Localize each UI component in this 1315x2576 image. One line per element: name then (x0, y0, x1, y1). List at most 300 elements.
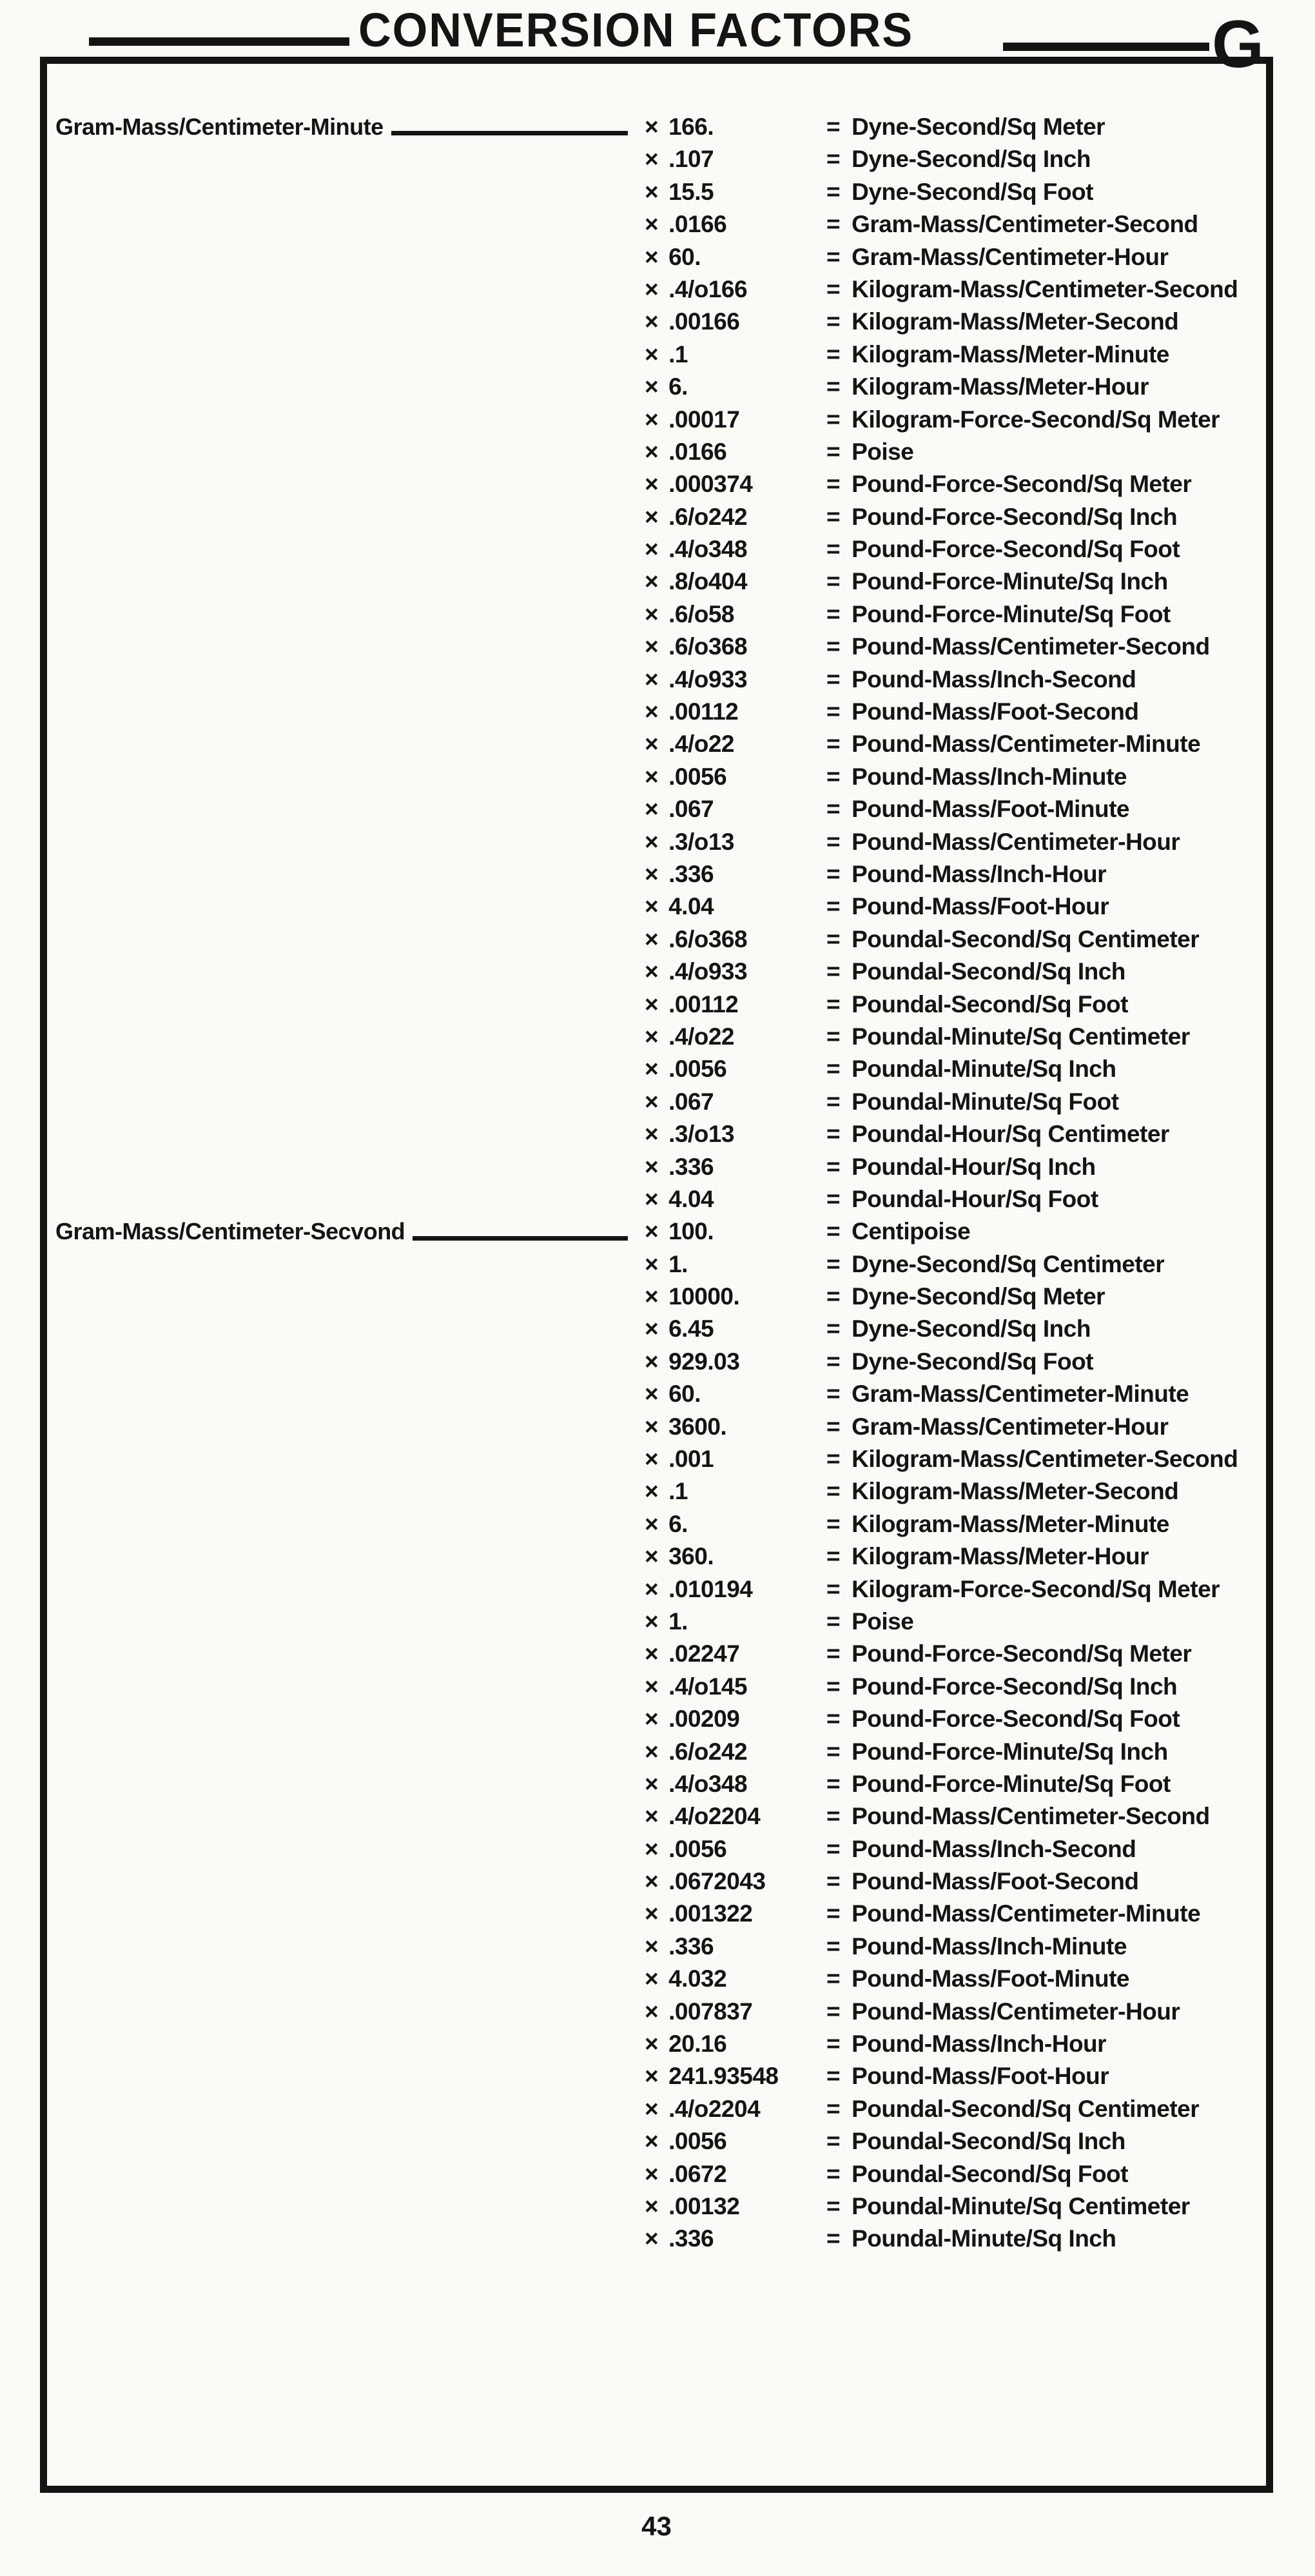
equals-sign: = (826, 2030, 841, 2058)
factor-value: .067 (668, 796, 714, 823)
equals-sign: = (826, 1446, 841, 1473)
result-cell (826, 956, 1125, 988)
multiply-sign: × (645, 860, 659, 887)
factor-value: 60. (668, 1381, 701, 1408)
equals-sign: = (826, 828, 841, 855)
multiply-sign: × (645, 1738, 659, 1765)
equals-sign: = (826, 1932, 841, 1960)
equals-sign: = (826, 2193, 841, 2219)
conversion-table (0, 111, 1315, 2256)
equals-sign: = (826, 1575, 841, 1602)
factor-value: .0056 (668, 1056, 727, 1083)
factor-cell (645, 306, 739, 338)
equals-sign: = (826, 1153, 841, 1180)
result-cell (826, 1281, 1105, 1313)
conversion-row (0, 793, 1315, 825)
factor-value: .6/o242 (668, 503, 748, 530)
result-unit: Poundal-Second/Sq Foot (852, 2160, 1128, 2187)
source-unit-label (55, 111, 628, 143)
factor-cell (645, 890, 714, 923)
equals-sign: = (826, 438, 841, 465)
result-unit: Poundal-Minute/Sq Inch (852, 1056, 1116, 1083)
factor-value: 4.04 (668, 1185, 714, 1212)
conversion-row (0, 371, 1315, 403)
conversion-row (0, 1118, 1315, 1150)
factor-cell (645, 1671, 747, 1703)
conversion-row (0, 1346, 1315, 1378)
factor-value: 360. (668, 1543, 714, 1570)
factor-value: .0056 (668, 1835, 727, 1862)
conversion-row (0, 1411, 1315, 1443)
result-unit: Dyne-Second/Sq Foot (852, 1348, 1094, 1375)
factor-value: .4/o2204 (668, 1803, 761, 1830)
factor-value: .00112 (668, 698, 739, 725)
result-unit: Pound-Mass/Inch-Minute (852, 1932, 1127, 1960)
conversion-row (0, 2158, 1315, 2190)
result-cell (826, 1540, 1149, 1573)
equals-sign: = (826, 568, 841, 595)
factor-cell (645, 533, 747, 565)
factor-cell (645, 1768, 747, 1800)
result-unit: Dyne-Second/Sq Inch (852, 1315, 1091, 1342)
result-cell (826, 1443, 1238, 1475)
result-unit: Pound-Force-Minute/Sq Inch (852, 568, 1168, 595)
conversion-row (0, 1248, 1315, 1281)
result-unit: Pound-Mass/Foot-Minute (852, 796, 1129, 823)
multiply-sign: × (645, 340, 659, 368)
multiply-sign: × (645, 2030, 659, 2058)
factor-cell (645, 468, 752, 500)
title-rule-right (1003, 43, 1209, 51)
result-unit: Kilogram-Mass/Meter-Hour (852, 373, 1149, 400)
multiply-sign: × (645, 1608, 659, 1635)
factor-value: .0056 (668, 763, 727, 790)
factor-value: 4.04 (668, 893, 714, 920)
result-unit: Poundal-Second/Sq Centimeter (852, 2095, 1200, 2122)
conversion-row (0, 728, 1315, 760)
conversion-row (0, 1540, 1315, 1573)
factor-cell (645, 1508, 688, 1540)
multiply-sign: × (645, 1803, 659, 1830)
multiply-sign: × (645, 1932, 659, 1960)
result-unit: Pound-Force-Second/Sq Meter (852, 471, 1192, 498)
multiply-sign: × (645, 2160, 659, 2187)
multiply-sign: × (645, 1283, 659, 1310)
equals-sign: = (826, 1478, 841, 1505)
result-unit: Poundal-Minute/Sq Foot (852, 1088, 1119, 1115)
conversion-row (0, 2125, 1315, 2158)
result-unit: Kilogram-Force-Second/Sq Meter (852, 406, 1220, 433)
factor-value: .067 (668, 1088, 714, 1115)
factor-cell (645, 1151, 714, 1183)
result-cell (826, 273, 1238, 306)
multiply-sign: × (645, 503, 659, 530)
multiply-sign: × (645, 2225, 659, 2252)
multiply-sign: × (645, 1835, 659, 1862)
factor-cell (645, 956, 747, 988)
result-cell (826, 1963, 1129, 1995)
factor-cell (645, 631, 747, 663)
equals-sign: = (826, 2063, 841, 2090)
equals-sign: = (826, 1640, 841, 1667)
conversion-row (0, 1215, 1315, 1248)
result-unit: Pound-Mass/Centimeter-Second (852, 633, 1210, 660)
equals-sign: = (826, 1608, 841, 1635)
result-unit: Pound-Force-Second/Sq Inch (852, 503, 1178, 530)
multiply-sign: × (645, 763, 659, 790)
factor-value: 100. (668, 1218, 714, 1245)
factor-value: 6.45 (668, 1315, 714, 1342)
result-unit: Kilogram-Mass/Meter-Minute (852, 1510, 1169, 1537)
equals-sign: = (826, 1803, 841, 1830)
factor-value: 60. (668, 243, 701, 270)
factor-value: .010194 (668, 1575, 753, 1602)
equals-sign: = (826, 698, 841, 725)
result-unit: Centipoise (852, 1218, 971, 1245)
multiply-sign: × (645, 990, 659, 1018)
equals-sign: = (826, 340, 841, 368)
result-unit: Pound-Mass/Foot-Minute (852, 1965, 1129, 1992)
result-unit: Pound-Mass/Centimeter-Second (852, 1803, 1210, 1830)
title-rule-left (89, 37, 349, 46)
equals-sign: = (826, 600, 841, 627)
factor-value: .00132 (668, 2193, 740, 2219)
factor-cell (645, 176, 714, 208)
factor-cell (645, 1411, 726, 1443)
conversion-row (0, 1703, 1315, 1735)
equals-sign: = (826, 893, 841, 920)
conversion-row (0, 1865, 1315, 1898)
equals-sign: = (826, 2128, 841, 2155)
multiply-sign: × (645, 958, 659, 985)
factor-cell (645, 1865, 765, 1898)
factor-value: .00209 (668, 1706, 740, 1733)
factor-value: .0056 (668, 2128, 727, 2155)
multiply-sign: × (645, 1543, 659, 1570)
equals-sign: = (826, 1510, 841, 1537)
multiply-sign: × (645, 1575, 659, 1602)
factor-cell (645, 1606, 688, 1638)
factor-cell (645, 1703, 739, 1735)
factor-value: .000374 (668, 471, 753, 498)
conversion-row (0, 1313, 1315, 1345)
multiply-sign: × (645, 1868, 659, 1895)
equals-sign: = (826, 275, 841, 302)
factor-cell (645, 1281, 739, 1313)
result-cell (826, 1703, 1180, 1735)
result-cell (826, 631, 1210, 663)
multiply-sign: × (645, 1640, 659, 1667)
factor-cell (645, 371, 688, 403)
conversion-row (0, 208, 1315, 241)
equals-sign: = (826, 2160, 841, 2187)
leader-rule (391, 131, 628, 135)
factor-cell (645, 501, 747, 533)
factor-value: 929.03 (668, 1348, 740, 1375)
factor-cell (645, 2190, 739, 2223)
equals-sign: = (826, 211, 841, 238)
result-unit: Kilogram-Mass/Meter-Second (852, 1478, 1179, 1505)
result-cell (826, 1638, 1191, 1670)
factor-value: .1 (668, 1478, 688, 1505)
factor-cell (645, 2125, 726, 2158)
result-unit: Gram-Mass/Centimeter-Minute (852, 1381, 1189, 1408)
equals-sign: = (826, 1185, 841, 1212)
factor-value: 20.16 (668, 2030, 727, 2058)
factor-value: .4/o348 (668, 1770, 748, 1797)
equals-sign: = (826, 1315, 841, 1342)
factor-cell (645, 1898, 752, 1930)
conversion-row (0, 1021, 1315, 1053)
page-number: 43 (641, 2511, 672, 2541)
equals-sign: = (826, 1023, 841, 1050)
multiply-sign: × (645, 1023, 659, 1050)
equals-sign: = (826, 860, 841, 887)
factor-value: .4/o348 (668, 536, 748, 563)
result-unit: Poundal-Minute/Sq Centimeter (852, 2193, 1190, 2219)
conversion-row (0, 533, 1315, 565)
factor-value: .4/o933 (668, 958, 748, 985)
factor-value: .00112 (668, 990, 739, 1018)
result-unit: Pound-Mass/Foot-Hour (852, 893, 1109, 920)
result-unit: Pound-Mass/Centimeter-Minute (852, 731, 1201, 758)
factor-cell (645, 565, 747, 598)
equals-sign: = (826, 1381, 841, 1408)
result-unit: Poundal-Second/Sq Inch (852, 2128, 1125, 2155)
result-cell (826, 1183, 1098, 1215)
result-cell (826, 2125, 1125, 2158)
factor-cell (645, 1931, 714, 1963)
factor-cell (645, 143, 714, 175)
result-cell (826, 241, 1168, 273)
result-cell (826, 1151, 1096, 1183)
conversion-row (0, 826, 1315, 858)
multiply-sign: × (645, 1381, 659, 1408)
equals-sign: = (826, 1348, 841, 1375)
result-cell (826, 2060, 1109, 2092)
conversion-row (0, 1800, 1315, 1833)
conversion-row (0, 1736, 1315, 1768)
result-cell (826, 501, 1177, 533)
factor-value: .3/o13 (668, 828, 735, 855)
conversion-row (0, 761, 1315, 793)
factor-value: 6. (668, 1510, 688, 1537)
factor-cell (645, 664, 747, 696)
result-cell (826, 176, 1093, 208)
equals-sign: = (826, 990, 841, 1018)
conversion-row (0, 1508, 1315, 1540)
equals-sign: = (826, 2225, 841, 2252)
result-cell (826, 1606, 913, 1638)
result-unit: Pound-Force-Second/Sq Inch (852, 1673, 1178, 1700)
conversion-row (0, 306, 1315, 338)
result-cell (826, 793, 1129, 825)
conversion-row (0, 1638, 1315, 1670)
result-unit: Kilogram-Mass/Meter-Minute (852, 340, 1169, 368)
equals-sign: = (826, 406, 841, 433)
conversion-row (0, 598, 1315, 631)
result-cell (826, 208, 1198, 241)
factor-cell (645, 1800, 760, 1833)
conversion-row (0, 1671, 1315, 1703)
equals-sign: = (826, 308, 841, 335)
factor-cell (645, 1053, 726, 1085)
factor-value: .336 (668, 1153, 714, 1180)
conversion-row (0, 1183, 1315, 1215)
conversion-row (0, 143, 1315, 175)
conversion-row (0, 1573, 1315, 1606)
multiply-sign: × (645, 243, 659, 270)
equals-sign: = (826, 763, 841, 790)
multiply-sign: × (645, 2095, 659, 2122)
conversion-row (0, 565, 1315, 598)
factor-cell (645, 208, 726, 241)
result-cell (826, 306, 1178, 338)
result-unit: Poise (852, 438, 914, 465)
multiply-sign: × (645, 925, 659, 952)
result-unit: Pound-Force-Minute/Sq Foot (852, 600, 1171, 627)
result-unit: Pound-Mass/Centimeter-Minute (852, 1900, 1201, 1927)
conversion-row (0, 923, 1315, 956)
conversion-row (0, 696, 1315, 728)
result-cell (826, 1671, 1177, 1703)
factor-value: .6/o242 (668, 1738, 748, 1765)
conversion-row (0, 1151, 1315, 1183)
result-unit: Poundal-Hour/Sq Inch (852, 1153, 1096, 1180)
factor-value: .0672 (668, 2160, 727, 2187)
equals-sign: = (826, 1056, 841, 1083)
factor-value: 3600. (668, 1413, 727, 1440)
conversion-row (0, 1443, 1315, 1475)
factor-value: .107 (668, 146, 714, 173)
factor-cell (645, 273, 747, 306)
multiply-sign: × (645, 1121, 659, 1148)
multiply-sign: × (645, 665, 659, 693)
result-cell (826, 1800, 1210, 1833)
factor-cell (645, 988, 738, 1021)
result-cell (826, 1021, 1190, 1053)
conversion-row (0, 1768, 1315, 1800)
leader-rule (413, 1236, 628, 1241)
factor-cell (645, 1833, 726, 1865)
factor-value: .4/o22 (668, 1023, 735, 1050)
multiply-sign: × (645, 731, 659, 758)
factor-cell (645, 598, 734, 631)
conversion-row (0, 631, 1315, 663)
factor-cell (645, 728, 734, 760)
result-unit: Pound-Mass/Inch-Hour (852, 2030, 1107, 2058)
result-unit: Kilogram-Mass/Centimeter-Second (852, 275, 1238, 302)
factor-cell (645, 1021, 734, 1053)
result-cell (826, 371, 1149, 403)
factor-cell (645, 1573, 752, 1606)
factor-cell (645, 826, 734, 858)
conversion-row (0, 2093, 1315, 2125)
multiply-sign: × (645, 1510, 659, 1537)
result-cell (826, 339, 1169, 371)
factor-value: .4/o22 (668, 731, 735, 758)
factor-value: 15.5 (668, 178, 714, 205)
factor-value: .336 (668, 2225, 714, 2252)
multiply-sign: × (645, 1218, 659, 1245)
factor-value: .6/o368 (668, 925, 748, 952)
multiply-sign: × (645, 1348, 659, 1375)
factor-cell (645, 793, 714, 825)
factor-cell (645, 761, 726, 793)
equals-sign: = (826, 796, 841, 823)
factor-cell (645, 1215, 714, 1248)
equals-sign: = (826, 1770, 841, 1797)
factor-value: .4/o166 (668, 275, 748, 302)
result-cell (826, 858, 1106, 890)
section-letter: G (1212, 7, 1264, 82)
result-cell (826, 826, 1180, 858)
result-unit: Poise (852, 1608, 914, 1635)
result-cell (826, 1475, 1178, 1508)
multiply-sign: × (645, 275, 659, 302)
result-unit: Kilogram-Mass/Meter-Second (852, 308, 1179, 335)
result-unit: Poundal-Hour/Sq Foot (852, 1185, 1098, 1212)
multiply-sign: × (645, 1478, 659, 1505)
factor-cell (645, 1443, 714, 1475)
conversion-row (0, 1378, 1315, 1410)
result-cell (826, 1118, 1169, 1150)
factor-value: .6/o368 (668, 633, 748, 660)
result-cell (826, 1086, 1119, 1118)
result-unit: Gram-Mass/Centimeter-Second (852, 211, 1198, 238)
factor-value: .336 (668, 1932, 714, 1960)
result-unit: Dyne-Second/Sq Meter (852, 113, 1106, 140)
result-cell (826, 1833, 1136, 1865)
result-cell (826, 696, 1138, 728)
factor-value: .3/o13 (668, 1121, 735, 1148)
factor-cell (645, 1313, 714, 1345)
factor-value: .4/o933 (668, 665, 748, 693)
source-unit-text: Gram-Mass/Centimeter-Minute (55, 113, 384, 140)
equals-sign: = (826, 1965, 841, 1992)
conversion-row (0, 890, 1315, 923)
result-cell (826, 111, 1105, 143)
conversion-row (0, 436, 1315, 468)
factor-cell (645, 436, 726, 468)
result-cell (826, 988, 1128, 1021)
factor-value: 4.032 (668, 1965, 727, 1992)
multiply-sign: × (645, 1706, 659, 1733)
factor-cell (645, 1183, 714, 1215)
conversion-row (0, 956, 1315, 988)
result-unit: Pound-Mass/Inch-Second (852, 1835, 1136, 1862)
result-cell (826, 2190, 1190, 2223)
result-cell (826, 1053, 1116, 1085)
equals-sign: = (826, 1250, 841, 1277)
factor-cell (645, 111, 714, 143)
conversion-row (0, 1963, 1315, 1995)
result-cell (826, 1865, 1138, 1898)
equals-sign: = (826, 471, 841, 498)
multiply-sign: × (645, 1250, 659, 1277)
conversion-row (0, 1086, 1315, 1118)
multiply-sign: × (645, 438, 659, 465)
result-unit: Kilogram-Mass/Centimeter-Second (852, 1446, 1238, 1473)
result-cell (826, 2223, 1116, 2255)
result-cell (826, 890, 1109, 923)
multiply-sign: × (645, 536, 659, 563)
multiply-sign: × (645, 1900, 659, 1927)
equals-sign: = (826, 1413, 841, 1440)
factor-value: .0672043 (668, 1868, 766, 1895)
result-cell (826, 1313, 1091, 1345)
equals-sign: = (826, 1121, 841, 1148)
